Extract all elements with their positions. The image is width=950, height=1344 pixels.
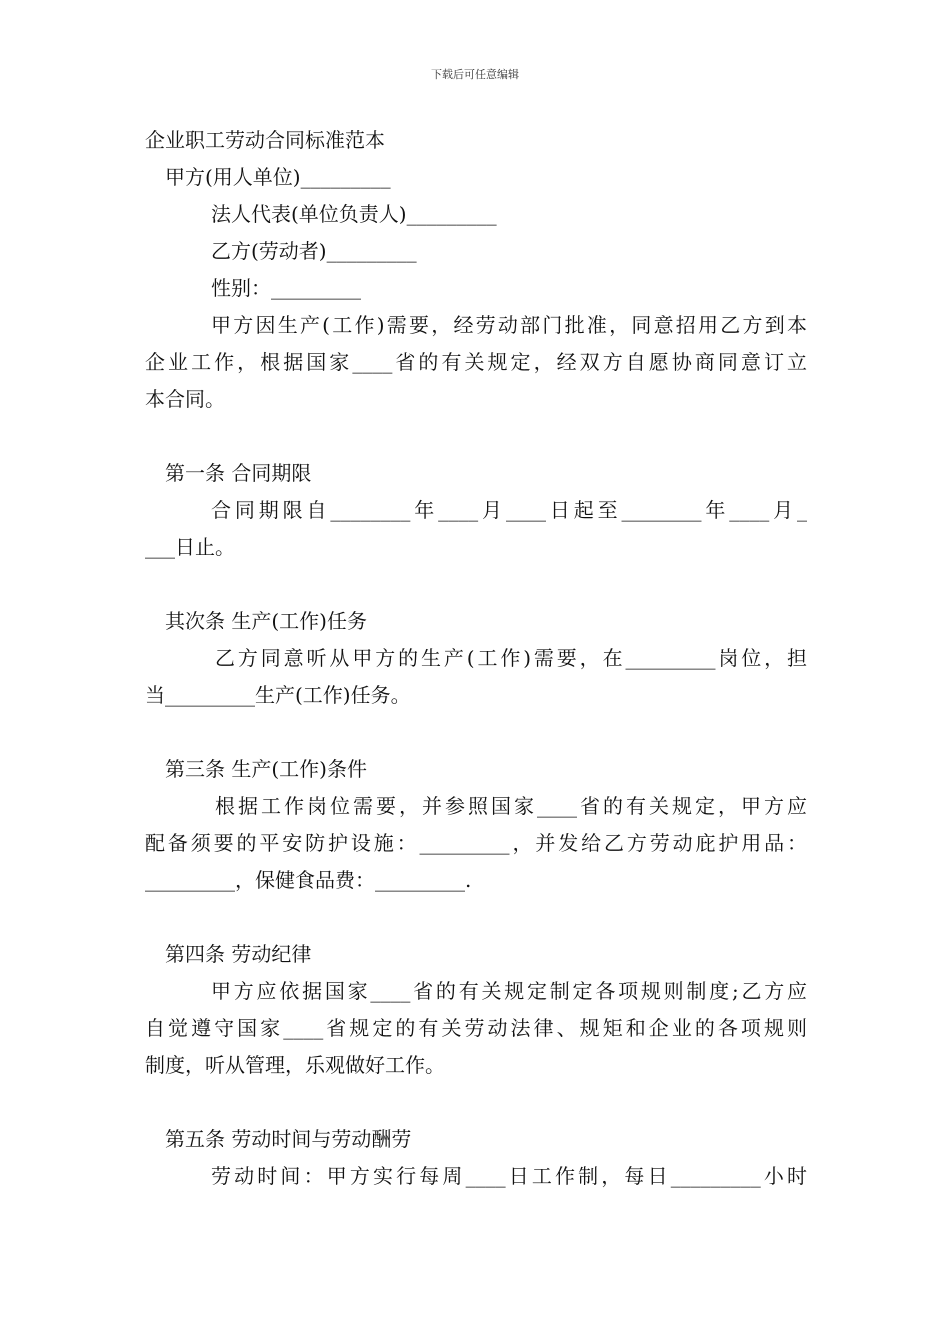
gender-line: 性别：_________ — [211, 276, 361, 300]
section-line: 劳动时间：甲方实行每周____日工作制，每日_________小时 — [211, 1164, 807, 1188]
section-line: 根据工作岗位需要，并参照国家____省的有关规定，甲方应 — [215, 794, 807, 818]
section-heading: 其次条 生产(工作)任务 — [165, 609, 367, 633]
section-heading: 第四条 劳动纪律 — [165, 942, 312, 966]
section-line: 自觉遵守国家____省规定的有关劳动法律、规矩和企业的各项规则 — [145, 1016, 807, 1040]
section-line: 合同期限自________年____月____日起至________年____月_ — [211, 498, 807, 522]
section-line: _________，保健食品费：_________. — [145, 868, 472, 892]
document-title: 企业职工劳动合同标准范本 — [145, 128, 385, 152]
intro-line: 甲方因生产(工作)需要，经劳动部门批准，同意招用乙方到本 — [211, 313, 807, 337]
section-line: 甲方应依据国家____省的有关规定制定各项规则制度;乙方应 — [211, 979, 807, 1003]
page-header: 下载后可任意编辑 — [431, 68, 519, 81]
section-heading: 第五条 劳动时间与劳动酬劳 — [165, 1127, 412, 1151]
party-b-line: 乙方(劳动者)_________ — [211, 239, 417, 263]
intro-line: 企业工作，根据国家____省的有关规定，经双方自愿协商同意订立 — [145, 350, 807, 374]
party-a-line: 甲方(用人单位)_________ — [165, 165, 391, 189]
section-heading: 第三条 生产(工作)条件 — [165, 757, 367, 781]
legal-rep-line: 法人代表(单位负责人)_________ — [211, 202, 497, 226]
intro-line: 本合同。 — [145, 387, 225, 411]
section-line: 制度，听从管理，乐观做好工作。 — [145, 1053, 445, 1077]
section-line: 当_________生产(工作)任务。 — [145, 683, 411, 707]
document-body — [145, 122, 807, 1195]
section-line: ___日止。 — [145, 535, 235, 559]
section-heading: 第一条 合同期限 — [165, 461, 312, 485]
section-line: 乙方同意听从甲方的生产(工作)需要，在_________岗位，担 — [215, 646, 807, 670]
section-line: 配备须要的平安防护设施：_________，并发给乙方劳动庇护用品： — [145, 831, 807, 855]
